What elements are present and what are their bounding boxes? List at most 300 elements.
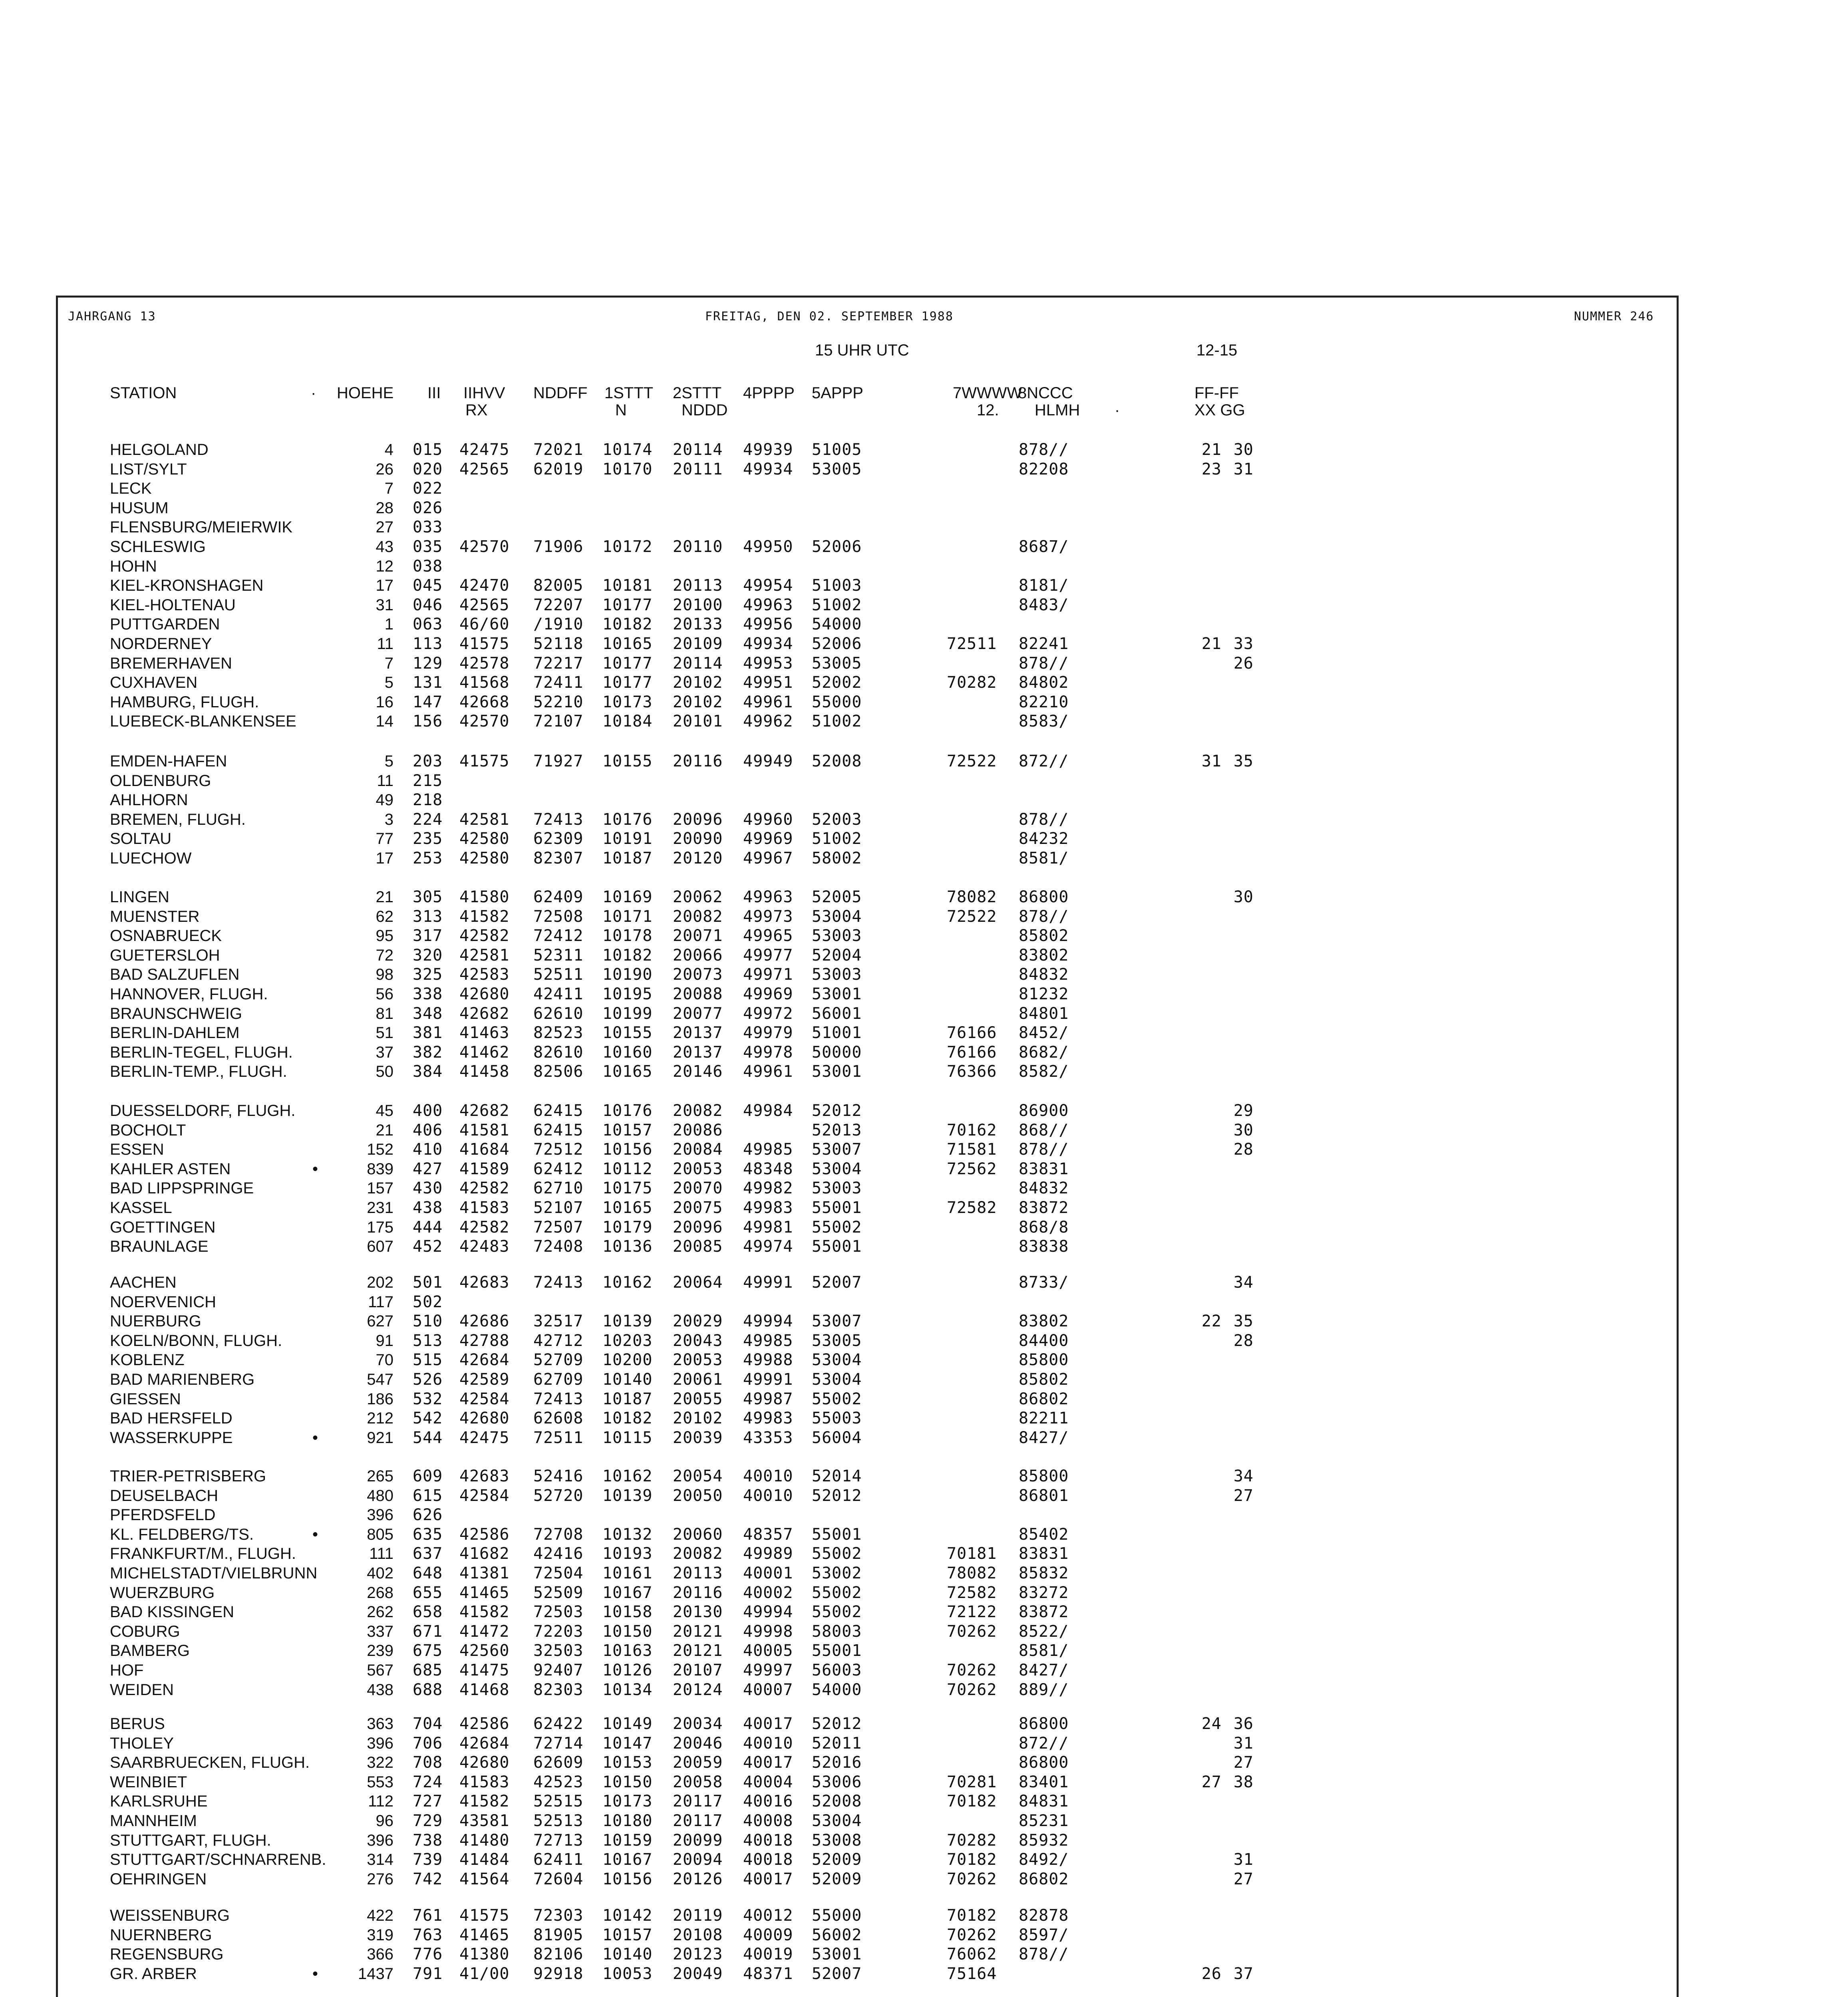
station-number: 033 bbox=[413, 518, 443, 537]
group-5: 49984 bbox=[743, 1102, 793, 1120]
table-row bbox=[0, 1680, 1848, 1699]
table-row bbox=[0, 1831, 1848, 1850]
col-g1-sub: RX bbox=[465, 401, 488, 419]
table-row bbox=[0, 985, 1848, 1004]
station-name: BERUS bbox=[110, 1715, 165, 1733]
group-2: 62415 bbox=[533, 1102, 584, 1120]
group-1: 42684 bbox=[459, 1351, 510, 1370]
group-1: 42589 bbox=[459, 1370, 510, 1389]
group-1: 42583 bbox=[459, 965, 510, 984]
table-row bbox=[0, 557, 1848, 576]
station-name: BAD KISSINGEN bbox=[110, 1603, 234, 1621]
group-4: 20090 bbox=[673, 830, 723, 848]
group-6: 55001 bbox=[812, 1199, 862, 1217]
group-6: 52002 bbox=[812, 673, 862, 692]
jahrgang: JAHRGANG 13 bbox=[68, 310, 156, 324]
station-height: 212 bbox=[367, 1409, 393, 1427]
group-4: 20133 bbox=[673, 615, 723, 634]
station-number: 706 bbox=[413, 1734, 443, 1753]
station-height: 186 bbox=[367, 1390, 393, 1408]
station-number: 147 bbox=[413, 693, 443, 711]
group-5: 48357 bbox=[743, 1525, 793, 1544]
group-8: 8581/ bbox=[1019, 849, 1069, 867]
station-name: KAHLER ASTEN bbox=[110, 1160, 231, 1178]
group-3: 10132 bbox=[602, 1525, 653, 1544]
group-3: 10139 bbox=[602, 1312, 653, 1331]
group-6: 58002 bbox=[812, 849, 862, 867]
group-2: 72207 bbox=[533, 596, 584, 614]
group-3: 10170 bbox=[602, 460, 653, 478]
group-8: 85832 bbox=[1019, 1564, 1069, 1582]
group-3: 10140 bbox=[602, 1370, 653, 1389]
station-height: 239 bbox=[367, 1642, 393, 1660]
group-1: 42682 bbox=[459, 1102, 510, 1120]
group-2: 72507 bbox=[533, 1218, 584, 1237]
group-3: 10167 bbox=[602, 1850, 653, 1869]
station-height: 547 bbox=[367, 1371, 393, 1388]
group-3: 10155 bbox=[602, 1024, 653, 1042]
group-4: 20114 bbox=[673, 654, 723, 673]
group-4: 20064 bbox=[673, 1273, 723, 1292]
group-3: 10150 bbox=[602, 1622, 653, 1641]
group-5: 40017 bbox=[743, 1870, 793, 1888]
group-8: 8492/ bbox=[1019, 1850, 1069, 1869]
group-2: 72511 bbox=[533, 1428, 584, 1447]
station-name: HOHN bbox=[110, 557, 157, 575]
group-2: 92407 bbox=[533, 1661, 584, 1679]
group-1: 41589 bbox=[459, 1159, 510, 1178]
group-1: 41582 bbox=[459, 1603, 510, 1622]
group-2: 72604 bbox=[533, 1870, 584, 1888]
group-1: 41575 bbox=[459, 752, 510, 770]
group-2: 72714 bbox=[533, 1734, 584, 1753]
group-4: 20114 bbox=[673, 441, 723, 459]
station-number: 724 bbox=[413, 1773, 443, 1791]
group-1: 46/60 bbox=[459, 615, 510, 634]
group-1: 42586 bbox=[459, 1525, 510, 1544]
group-8: 82211 bbox=[1019, 1409, 1069, 1428]
group-1: 41582 bbox=[459, 1792, 510, 1811]
station-height: 43 bbox=[376, 538, 393, 556]
station-number: 325 bbox=[413, 965, 443, 984]
station-height: 111 bbox=[369, 1545, 393, 1563]
group-2: 72412 bbox=[533, 927, 584, 945]
station-name: HAMBURG, FLUGH. bbox=[110, 693, 259, 711]
gust-gg: 30 bbox=[1233, 1121, 1254, 1139]
group-6: 52009 bbox=[812, 1870, 862, 1888]
station-number: 742 bbox=[413, 1870, 443, 1888]
group-5: 49965 bbox=[743, 927, 793, 945]
table-row bbox=[0, 1198, 1848, 1217]
group-1: 41465 bbox=[459, 1926, 510, 1944]
group-1: 42565 bbox=[459, 596, 510, 614]
station-height: 51 bbox=[376, 1024, 393, 1042]
group-1: 41575 bbox=[459, 1906, 510, 1925]
group-2: 42712 bbox=[533, 1331, 584, 1350]
group-2: 62019 bbox=[533, 460, 584, 478]
station-number: 224 bbox=[413, 810, 443, 829]
station-number: 791 bbox=[413, 1964, 443, 1983]
gust-gg: 30 bbox=[1233, 888, 1254, 906]
group-4: 20071 bbox=[673, 927, 723, 945]
group-2: 52720 bbox=[533, 1486, 584, 1505]
group-7: 76166 bbox=[947, 1024, 997, 1042]
group-4: 20054 bbox=[673, 1467, 723, 1485]
group-8: 83802 bbox=[1019, 1312, 1069, 1331]
station-name: REGENSBURG bbox=[110, 1945, 224, 1963]
group-7: 76166 bbox=[947, 1043, 997, 1062]
group-3: 10160 bbox=[602, 1043, 653, 1062]
station-number: 738 bbox=[413, 1831, 443, 1850]
group-6: 53003 bbox=[812, 1179, 862, 1198]
station-name: WEISSENBURG bbox=[110, 1907, 230, 1924]
group-8: 86900 bbox=[1019, 1102, 1069, 1120]
station-name: EMDEN-HAFEN bbox=[110, 752, 227, 770]
group-3: 10140 bbox=[602, 1945, 653, 1964]
gust-gg: 27 bbox=[1233, 1753, 1254, 1772]
group-2: 62309 bbox=[533, 830, 584, 848]
station-name: GIESSEN bbox=[110, 1390, 181, 1408]
station-name: CUXHAVEN bbox=[110, 674, 198, 692]
group-8: 85802 bbox=[1019, 1370, 1069, 1389]
group-4: 20113 bbox=[673, 576, 723, 595]
group-8: 81232 bbox=[1019, 985, 1069, 1003]
station-name: BAMBERG bbox=[110, 1642, 190, 1660]
group-3: 10155 bbox=[602, 752, 653, 770]
station-name: LUEBECK-BLANKENSEE bbox=[110, 713, 296, 731]
group-8: 85800 bbox=[1019, 1351, 1069, 1370]
group-7: 70262 bbox=[947, 1870, 997, 1888]
station-name: OLDENBURG bbox=[110, 772, 211, 790]
group-5: 40017 bbox=[743, 1753, 793, 1772]
group-8: 83872 bbox=[1019, 1603, 1069, 1622]
station-name: KASSEL bbox=[110, 1199, 172, 1217]
col-station: STATION bbox=[110, 384, 177, 402]
station-number: 131 bbox=[413, 673, 443, 692]
station-height: 56 bbox=[376, 985, 393, 1003]
group-2: 81905 bbox=[533, 1926, 584, 1944]
group-6: 52012 bbox=[812, 1486, 862, 1505]
group-4: 20130 bbox=[673, 1603, 723, 1622]
table-row bbox=[0, 1409, 1848, 1428]
group-1: 42565 bbox=[459, 460, 510, 478]
gust-gg: 36 bbox=[1233, 1715, 1254, 1733]
group-4: 20062 bbox=[673, 888, 723, 906]
station-name: STUTTGART, FLUGH. bbox=[110, 1831, 271, 1849]
group-6: 52008 bbox=[812, 1792, 862, 1811]
group-8: 878// bbox=[1019, 441, 1069, 459]
group-7: 70162 bbox=[947, 1121, 997, 1139]
group-5: 40018 bbox=[743, 1831, 793, 1850]
group-4: 20100 bbox=[673, 596, 723, 614]
group-8: 8522/ bbox=[1019, 1622, 1069, 1641]
col-ff-sub: XX GG bbox=[1194, 401, 1245, 419]
station-name: PFERDSFELD bbox=[110, 1506, 216, 1524]
group-5: 40010 bbox=[743, 1486, 793, 1505]
group-8: 85231 bbox=[1019, 1812, 1069, 1830]
group-1: 42483 bbox=[459, 1237, 510, 1256]
table-row bbox=[0, 1159, 1848, 1179]
group-3: 10115 bbox=[602, 1428, 653, 1447]
station-name: FRANKFURT/M., FLUGH. bbox=[110, 1545, 296, 1563]
station-height: 4 bbox=[384, 441, 393, 459]
group-6: 54000 bbox=[812, 615, 862, 634]
station-height: 553 bbox=[367, 1773, 393, 1791]
group-4: 20117 bbox=[673, 1792, 723, 1811]
group-1: 41472 bbox=[459, 1622, 510, 1641]
group-6: 52007 bbox=[812, 1273, 862, 1292]
group-6: 51002 bbox=[812, 712, 862, 731]
station-height: 422 bbox=[367, 1907, 393, 1924]
table-row bbox=[0, 887, 1848, 907]
table-row bbox=[0, 1583, 1848, 1602]
group-5: 49991 bbox=[743, 1370, 793, 1389]
group-2: 82005 bbox=[533, 576, 584, 595]
group-2: 52311 bbox=[533, 946, 584, 965]
group-8: 84802 bbox=[1019, 673, 1069, 692]
station-name: BAD HERSFELD bbox=[110, 1409, 232, 1427]
table-row bbox=[0, 654, 1848, 673]
gust-ff: 24 bbox=[1201, 1715, 1222, 1733]
group-3: 10178 bbox=[602, 927, 653, 945]
group-5: 49961 bbox=[743, 1062, 793, 1081]
group-4: 20109 bbox=[673, 635, 723, 653]
gust-ff: 26 bbox=[1201, 1964, 1222, 1983]
group-2: 72411 bbox=[533, 673, 584, 692]
group-1: 42683 bbox=[459, 1273, 510, 1292]
station-name: KARLSRUHE bbox=[110, 1793, 208, 1810]
station-number: 026 bbox=[413, 498, 443, 517]
group-4: 20086 bbox=[673, 1121, 723, 1139]
group-4: 20146 bbox=[673, 1062, 723, 1081]
table-row bbox=[0, 1811, 1848, 1830]
station-number: 063 bbox=[413, 615, 443, 634]
gust-gg: 31 bbox=[1233, 1850, 1254, 1869]
table-row bbox=[0, 1428, 1848, 1447]
observation-time: 15 UHR UTC bbox=[815, 341, 909, 359]
group-4: 20085 bbox=[673, 1237, 723, 1256]
group-5: 49950 bbox=[743, 538, 793, 556]
group-4: 20121 bbox=[673, 1642, 723, 1660]
group-8: 84832 bbox=[1019, 1179, 1069, 1198]
mountain-marker: • bbox=[312, 1965, 318, 1983]
table-row bbox=[0, 1505, 1848, 1525]
table-row bbox=[0, 1390, 1848, 1409]
group-1: 42578 bbox=[459, 654, 510, 673]
group-1: 42570 bbox=[459, 712, 510, 731]
group-3: 10165 bbox=[602, 635, 653, 653]
group-4: 20096 bbox=[673, 1218, 723, 1237]
station-height: 7 bbox=[384, 480, 393, 498]
station-height: 70 bbox=[376, 1351, 393, 1369]
group-5: 40010 bbox=[743, 1467, 793, 1485]
group-5: 40004 bbox=[743, 1773, 793, 1791]
station-number: 739 bbox=[413, 1850, 443, 1869]
table-row bbox=[0, 1140, 1848, 1159]
group-6: 55003 bbox=[812, 1409, 862, 1428]
group-3: 10193 bbox=[602, 1544, 653, 1563]
station-name: KIEL-KRONSHAGEN bbox=[110, 577, 264, 595]
group-4: 20094 bbox=[673, 1850, 723, 1869]
station-number: 156 bbox=[413, 712, 443, 731]
group-3: 10187 bbox=[602, 1390, 653, 1408]
station-name: HELGOLAND bbox=[110, 441, 209, 459]
group-6: 52004 bbox=[812, 946, 862, 965]
group-8: 8582/ bbox=[1019, 1062, 1069, 1081]
station-height: 366 bbox=[367, 1945, 393, 1963]
group-2: 62412 bbox=[533, 1159, 584, 1178]
station-number: 381 bbox=[413, 1024, 443, 1042]
group-4: 20108 bbox=[673, 1926, 723, 1944]
group-6: 58003 bbox=[812, 1622, 862, 1641]
table-row bbox=[0, 615, 1848, 634]
station-height: 7 bbox=[384, 654, 393, 672]
group-5: 40008 bbox=[743, 1812, 793, 1830]
group-5: 40010 bbox=[743, 1734, 793, 1753]
group-5: 49974 bbox=[743, 1237, 793, 1256]
group-4: 20053 bbox=[673, 1159, 723, 1178]
group-1: 41458 bbox=[459, 1062, 510, 1081]
station-height: 117 bbox=[368, 1293, 393, 1311]
group-2: 52709 bbox=[533, 1351, 584, 1370]
table-row bbox=[0, 1544, 1848, 1563]
group-3: 10181 bbox=[602, 576, 653, 595]
group-4: 20096 bbox=[673, 810, 723, 829]
group-1: 42680 bbox=[459, 985, 510, 1003]
col-iii: III bbox=[427, 384, 441, 402]
station-name: WUERZBURG bbox=[110, 1584, 215, 1602]
group-4: 20084 bbox=[673, 1140, 723, 1159]
group-8: 8427/ bbox=[1019, 1428, 1069, 1447]
station-height: 265 bbox=[367, 1467, 393, 1485]
group-2: 62709 bbox=[533, 1370, 584, 1389]
group-3: 10167 bbox=[602, 1583, 653, 1602]
group-8: 86800 bbox=[1019, 1715, 1069, 1733]
group-7: 70262 bbox=[947, 1622, 997, 1641]
table-row bbox=[0, 1467, 1848, 1486]
group-2: 72413 bbox=[533, 1273, 584, 1292]
group-6: 52012 bbox=[812, 1102, 862, 1120]
station-height: 45 bbox=[376, 1102, 393, 1120]
station-name: BERLIN-TEGEL, FLUGH. bbox=[110, 1043, 293, 1061]
group-5: 43353 bbox=[743, 1428, 793, 1447]
group-7: 71581 bbox=[947, 1140, 997, 1159]
station-number: 035 bbox=[413, 538, 443, 556]
group-2: /1910 bbox=[533, 615, 584, 634]
group-4: 20049 bbox=[673, 1964, 723, 1983]
station-height: 1 bbox=[384, 615, 393, 633]
group-8: 878// bbox=[1019, 810, 1069, 829]
station-number: 655 bbox=[413, 1583, 443, 1602]
station-height: 26 bbox=[376, 460, 393, 478]
col-hoehe: HOEHE bbox=[337, 384, 394, 402]
group-4: 20102 bbox=[673, 693, 723, 711]
station-name: OEHRINGEN bbox=[110, 1870, 207, 1888]
group-5: 49987 bbox=[743, 1390, 793, 1408]
station-number: 513 bbox=[413, 1331, 443, 1350]
gust-gg: 26 bbox=[1233, 654, 1254, 673]
group-5: 49978 bbox=[743, 1043, 793, 1062]
table-row bbox=[0, 1218, 1848, 1237]
group-8: 86800 bbox=[1019, 1753, 1069, 1772]
group-2: 52509 bbox=[533, 1583, 584, 1602]
group-2: 32503 bbox=[533, 1642, 584, 1660]
station-height: 72 bbox=[376, 946, 393, 964]
group-8: 83838 bbox=[1019, 1237, 1069, 1256]
station-name: ESSEN bbox=[110, 1141, 164, 1159]
group-4: 20082 bbox=[673, 907, 723, 926]
group-6: 55002 bbox=[812, 1218, 862, 1237]
group-4: 20124 bbox=[673, 1680, 723, 1699]
group-5: 49972 bbox=[743, 1004, 793, 1023]
group-8: 83401 bbox=[1019, 1773, 1069, 1791]
station-height: 28 bbox=[376, 499, 393, 517]
table-row bbox=[0, 790, 1848, 810]
group-8: 8581/ bbox=[1019, 1642, 1069, 1660]
group-1: 41480 bbox=[459, 1831, 510, 1850]
group-3: 10162 bbox=[602, 1273, 653, 1292]
group-3: 10159 bbox=[602, 1831, 653, 1850]
group-7: 76062 bbox=[947, 1945, 997, 1964]
station-height: 5 bbox=[384, 674, 393, 692]
group-6: 51003 bbox=[812, 576, 862, 595]
group-2: 42416 bbox=[533, 1544, 584, 1563]
table-row bbox=[0, 440, 1848, 459]
station-number: 526 bbox=[413, 1370, 443, 1389]
station-name: LIST/SYLT bbox=[110, 460, 187, 478]
table-row bbox=[0, 460, 1848, 479]
table-row bbox=[0, 1602, 1848, 1622]
station-height: 11 bbox=[377, 635, 393, 653]
group-1: 43581 bbox=[459, 1812, 510, 1830]
station-name: LUECHOW bbox=[110, 850, 192, 867]
group-7: 78082 bbox=[947, 1564, 997, 1582]
station-height: 438 bbox=[367, 1681, 393, 1699]
group-5: 40018 bbox=[743, 1850, 793, 1869]
group-6: 50000 bbox=[812, 1043, 862, 1062]
group-8: 83831 bbox=[1019, 1544, 1069, 1563]
group-2: 42411 bbox=[533, 985, 584, 1003]
group-3: 10174 bbox=[602, 441, 653, 459]
station-name: LECK bbox=[110, 480, 152, 498]
station-number: 761 bbox=[413, 1906, 443, 1925]
group-8: 84831 bbox=[1019, 1792, 1069, 1811]
station-height: 202 bbox=[367, 1274, 393, 1291]
group-5: 49988 bbox=[743, 1351, 793, 1370]
group-8: 872// bbox=[1019, 1734, 1069, 1753]
group-2: 62411 bbox=[533, 1850, 584, 1869]
station-number: 020 bbox=[413, 460, 443, 478]
group-7: 78082 bbox=[947, 888, 997, 906]
station-height: 480 bbox=[367, 1487, 393, 1505]
station-height: 27 bbox=[376, 518, 393, 536]
group-2: 52511 bbox=[533, 965, 584, 984]
group-4: 20070 bbox=[673, 1179, 723, 1198]
gust-gg: 35 bbox=[1233, 1312, 1254, 1331]
group-8: 84232 bbox=[1019, 830, 1069, 848]
group-2: 62422 bbox=[533, 1715, 584, 1733]
group-8: 8483/ bbox=[1019, 596, 1069, 614]
group-2: 72021 bbox=[533, 441, 584, 459]
group-6: 52006 bbox=[812, 635, 862, 653]
group-5: 49962 bbox=[743, 712, 793, 731]
gust-ff: 27 bbox=[1201, 1773, 1222, 1791]
table-row bbox=[0, 907, 1848, 926]
group-1: 42788 bbox=[459, 1331, 510, 1350]
station-height: 268 bbox=[367, 1584, 393, 1602]
station-height: 921 bbox=[367, 1429, 393, 1447]
group-4: 20111 bbox=[673, 460, 723, 478]
